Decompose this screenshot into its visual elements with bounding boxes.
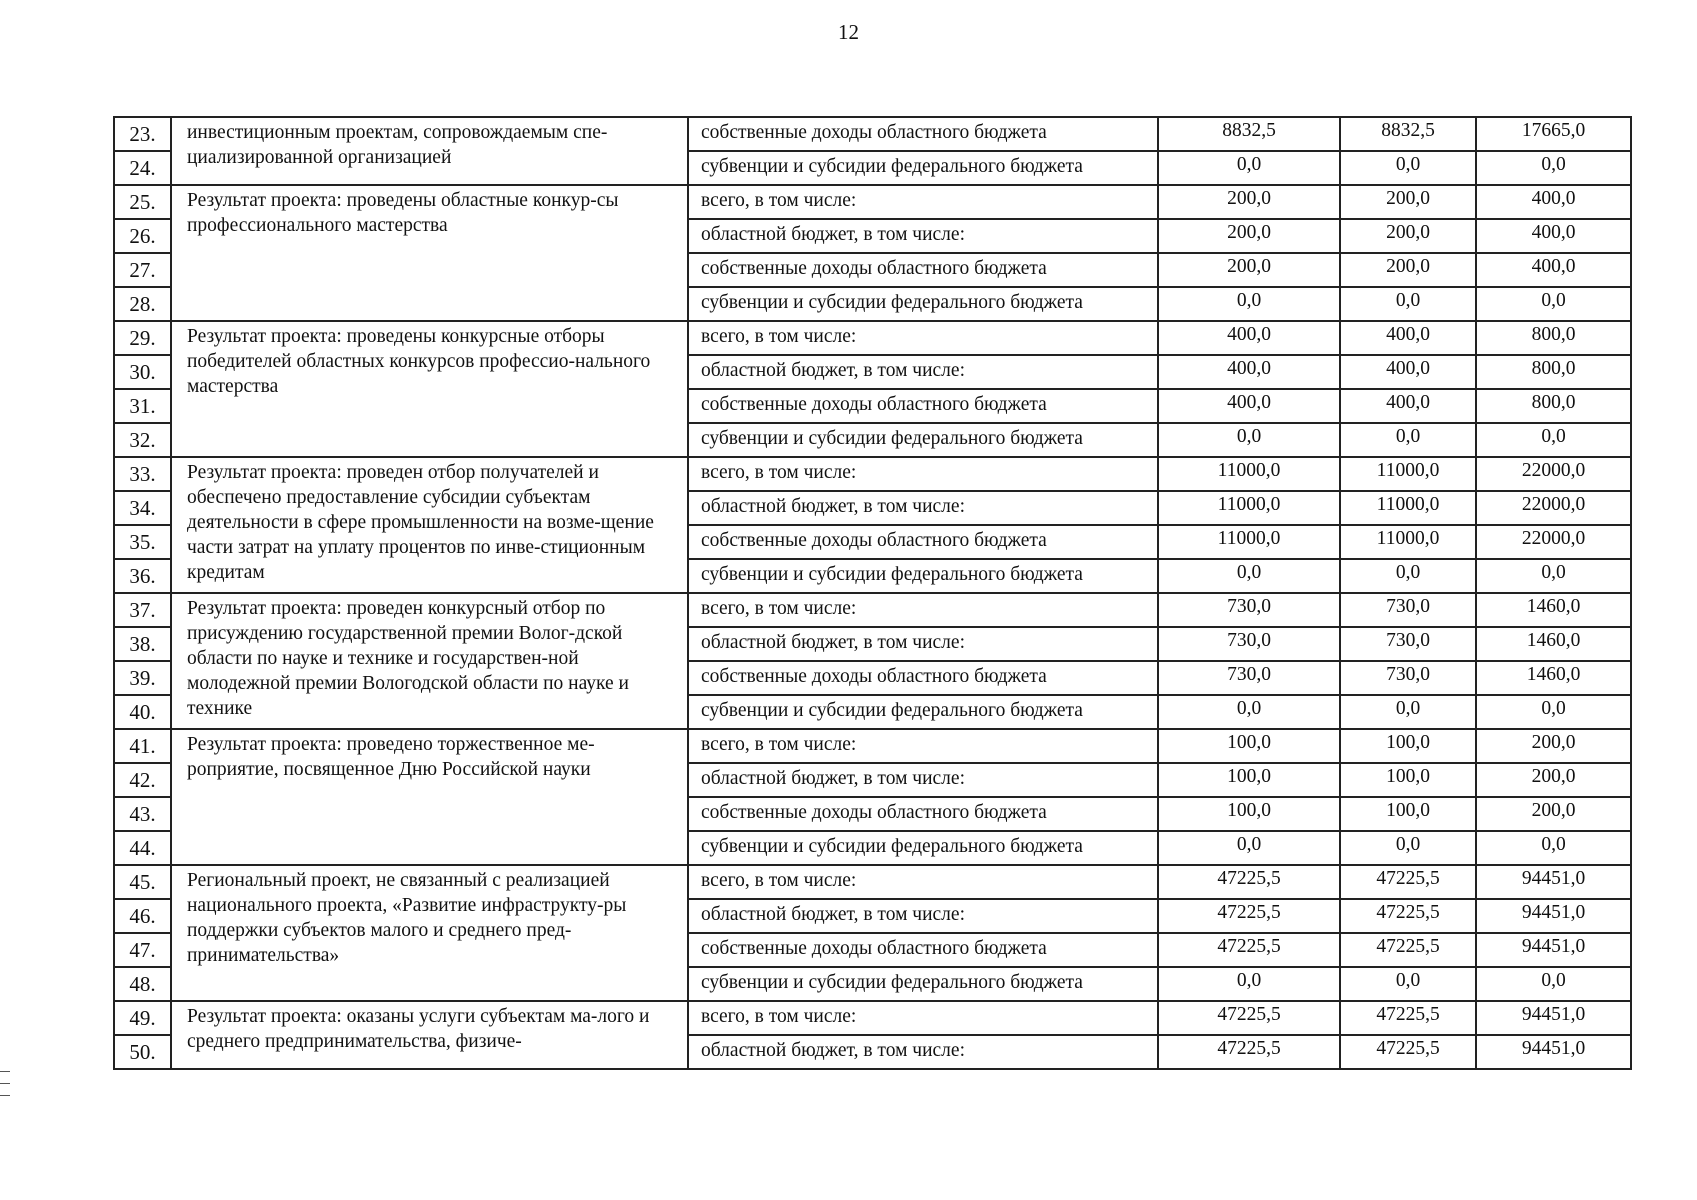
funding-source: субвенции и субсидии федерального бюджета (688, 151, 1158, 185)
value-year-2: 200,0 (1340, 219, 1476, 253)
value-year-1: 100,0 (1158, 763, 1340, 797)
row-number: 45. (114, 865, 171, 899)
value-year-1: 47225,5 (1158, 899, 1340, 933)
funding-source: областной бюджет, в том числе: (688, 627, 1158, 661)
funding-source: всего, в том числе: (688, 1001, 1158, 1035)
project-description: Региональный проект, не связанный с реализацией национального проекта, «Развитие инфраструкту-ры поддержки субъектов малого и среднего пред-принимательства» (171, 865, 688, 1001)
project-description: Результат проекта: проведен отбор получателей и обеспечено предоставление субсидии субъектам деятельности в сфере промышленности на возме-щение части затрат на уплату процентов по инве-стиционным кредитам (171, 457, 688, 593)
value-year-2: 0,0 (1340, 151, 1476, 185)
row-number: 50. (114, 1035, 171, 1069)
value-year-1: 0,0 (1158, 559, 1340, 593)
funding-source: собственные доходы областного бюджета (688, 117, 1158, 151)
value-year-1: 0,0 (1158, 423, 1340, 457)
value-total: 200,0 (1476, 729, 1631, 763)
row-number: 26. (114, 219, 171, 253)
funding-source: собственные доходы областного бюджета (688, 389, 1158, 423)
value-year-1: 730,0 (1158, 593, 1340, 627)
value-year-2: 730,0 (1340, 593, 1476, 627)
value-year-2: 730,0 (1340, 627, 1476, 661)
funding-source: всего, в том числе: (688, 457, 1158, 491)
value-total: 400,0 (1476, 185, 1631, 219)
value-year-1: 47225,5 (1158, 1001, 1340, 1035)
value-total: 400,0 (1476, 219, 1631, 253)
table-row (114, 457, 1631, 491)
row-number: 39. (114, 661, 171, 695)
funding-source: субвенции и субсидии федерального бюджета (688, 967, 1158, 1001)
funding-source: собственные доходы областного бюджета (688, 253, 1158, 287)
value-total: 800,0 (1476, 321, 1631, 355)
value-year-2: 47225,5 (1340, 1035, 1476, 1069)
value-total: 800,0 (1476, 389, 1631, 423)
value-total: 94451,0 (1476, 1001, 1631, 1035)
margin-mark (0, 1083, 10, 1084)
funding-source: собственные доходы областного бюджета (688, 797, 1158, 831)
value-year-2: 47225,5 (1340, 865, 1476, 899)
row-number: 30. (114, 355, 171, 389)
funding-source: всего, в том числе: (688, 321, 1158, 355)
table-row (114, 321, 1631, 355)
funding-source: всего, в том числе: (688, 593, 1158, 627)
funding-source: субвенции и субсидии федерального бюджета (688, 559, 1158, 593)
value-year-2: 100,0 (1340, 763, 1476, 797)
row-number: 43. (114, 797, 171, 831)
value-year-2: 730,0 (1340, 661, 1476, 695)
funding-source: всего, в том числе: (688, 865, 1158, 899)
table-row (114, 185, 1631, 219)
row-number: 31. (114, 389, 171, 423)
table-row (114, 593, 1631, 627)
value-year-2: 400,0 (1340, 321, 1476, 355)
value-year-1: 400,0 (1158, 355, 1340, 389)
funding-source: областной бюджет, в том числе: (688, 491, 1158, 525)
funding-source: областной бюджет, в том числе: (688, 1035, 1158, 1069)
value-year-1: 47225,5 (1158, 933, 1340, 967)
table-row (114, 865, 1631, 899)
value-year-2: 0,0 (1340, 831, 1476, 865)
value-year-1: 11000,0 (1158, 491, 1340, 525)
value-total: 1460,0 (1476, 627, 1631, 661)
row-number: 24. (114, 151, 171, 185)
value-total: 200,0 (1476, 763, 1631, 797)
table-row (114, 729, 1631, 763)
value-year-2: 47225,5 (1340, 1001, 1476, 1035)
value-total: 800,0 (1476, 355, 1631, 389)
value-year-1: 730,0 (1158, 661, 1340, 695)
row-number: 49. (114, 1001, 171, 1035)
value-year-2: 0,0 (1340, 559, 1476, 593)
value-total: 0,0 (1476, 967, 1631, 1001)
value-total: 22000,0 (1476, 491, 1631, 525)
value-year-1: 200,0 (1158, 219, 1340, 253)
row-number: 29. (114, 321, 171, 355)
value-year-1: 730,0 (1158, 627, 1340, 661)
value-year-1: 400,0 (1158, 321, 1340, 355)
value-year-2: 200,0 (1340, 253, 1476, 287)
value-year-1: 100,0 (1158, 797, 1340, 831)
value-year-2: 400,0 (1340, 355, 1476, 389)
value-year-1: 100,0 (1158, 729, 1340, 763)
value-year-1: 8832,5 (1158, 117, 1340, 151)
project-description: Результат проекта: оказаны услуги субъектам ма-лого и среднего предпринимательства, физиче- (171, 1001, 688, 1069)
value-total: 1460,0 (1476, 661, 1631, 695)
value-total: 94451,0 (1476, 933, 1631, 967)
value-year-2: 11000,0 (1340, 525, 1476, 559)
row-number: 38. (114, 627, 171, 661)
row-number: 35. (114, 525, 171, 559)
project-description: Результат проекта: проведен конкурсный отбор по присуждению государственной премии Волог-дской области по науке и технике и государствен-ной молодежной премии Вологодской области по науке и технике (171, 593, 688, 729)
row-number: 23. (114, 117, 171, 151)
row-number: 46. (114, 899, 171, 933)
project-description: Результат проекта: проведены конкурсные отборы победителей областных конкурсов профессио-нального мастерства (171, 321, 688, 457)
value-total: 1460,0 (1476, 593, 1631, 627)
value-total: 0,0 (1476, 423, 1631, 457)
value-year-2: 0,0 (1340, 967, 1476, 1001)
budget-table (113, 116, 1632, 1070)
margin-mark (0, 1071, 10, 1072)
value-total: 17665,0 (1476, 117, 1631, 151)
value-year-2: 0,0 (1340, 287, 1476, 321)
value-total: 0,0 (1476, 151, 1631, 185)
row-number: 28. (114, 287, 171, 321)
funding-source: собственные доходы областного бюджета (688, 661, 1158, 695)
row-number: 33. (114, 457, 171, 491)
row-number: 41. (114, 729, 171, 763)
funding-source: всего, в том числе: (688, 185, 1158, 219)
value-year-1: 11000,0 (1158, 457, 1340, 491)
table-row (114, 117, 1631, 151)
funding-source: всего, в том числе: (688, 729, 1158, 763)
project-description: Результат проекта: проведено торжественное ме-роприятие, посвященное Дню Российской науки (171, 729, 688, 865)
value-year-1: 400,0 (1158, 389, 1340, 423)
row-number: 32. (114, 423, 171, 457)
value-total: 94451,0 (1476, 1035, 1631, 1069)
project-description: Результат проекта: проведены областные конкур-сы профессионального мастерства (171, 185, 688, 321)
table-row (114, 1001, 1631, 1035)
funding-source: областной бюджет, в том числе: (688, 763, 1158, 797)
value-year-1: 200,0 (1158, 253, 1340, 287)
row-number: 36. (114, 559, 171, 593)
value-year-2: 47225,5 (1340, 933, 1476, 967)
value-year-1: 0,0 (1158, 151, 1340, 185)
value-total: 94451,0 (1476, 899, 1631, 933)
value-year-1: 200,0 (1158, 185, 1340, 219)
value-year-2: 100,0 (1340, 729, 1476, 763)
value-year-2: 11000,0 (1340, 491, 1476, 525)
value-total: 0,0 (1476, 695, 1631, 729)
row-number: 27. (114, 253, 171, 287)
row-number: 34. (114, 491, 171, 525)
value-year-1: 0,0 (1158, 831, 1340, 865)
row-number: 40. (114, 695, 171, 729)
funding-source: областной бюджет, в том числе: (688, 219, 1158, 253)
value-year-2: 8832,5 (1340, 117, 1476, 151)
value-year-1: 0,0 (1158, 967, 1340, 1001)
value-total: 0,0 (1476, 559, 1631, 593)
funding-source: субвенции и субсидии федерального бюджета (688, 695, 1158, 729)
value-year-2: 100,0 (1340, 797, 1476, 831)
funding-source: субвенции и субсидии федерального бюджета (688, 831, 1158, 865)
value-total: 22000,0 (1476, 525, 1631, 559)
value-total: 22000,0 (1476, 457, 1631, 491)
page-number: 12 (838, 20, 859, 44)
funding-source: собственные доходы областного бюджета (688, 525, 1158, 559)
value-year-2: 11000,0 (1340, 457, 1476, 491)
value-year-2: 200,0 (1340, 185, 1476, 219)
value-total: 0,0 (1476, 831, 1631, 865)
value-year-1: 47225,5 (1158, 865, 1340, 899)
row-number: 44. (114, 831, 171, 865)
value-year-2: 400,0 (1340, 389, 1476, 423)
row-number: 25. (114, 185, 171, 219)
margin-mark (0, 1095, 10, 1096)
value-total: 0,0 (1476, 287, 1631, 321)
value-year-1: 0,0 (1158, 695, 1340, 729)
funding-source: областной бюджет, в том числе: (688, 899, 1158, 933)
value-year-1: 0,0 (1158, 287, 1340, 321)
row-number: 47. (114, 933, 171, 967)
value-year-2: 47225,5 (1340, 899, 1476, 933)
value-total: 400,0 (1476, 253, 1631, 287)
project-description: инвестиционным проектам, сопровождаемым спе-циализированной организацией (171, 117, 688, 185)
value-total: 94451,0 (1476, 865, 1631, 899)
row-number: 42. (114, 763, 171, 797)
value-year-2: 0,0 (1340, 695, 1476, 729)
value-total: 200,0 (1476, 797, 1631, 831)
row-number: 48. (114, 967, 171, 1001)
row-number: 37. (114, 593, 171, 627)
value-year-1: 11000,0 (1158, 525, 1340, 559)
funding-source: субвенции и субсидии федерального бюджета (688, 423, 1158, 457)
value-year-2: 0,0 (1340, 423, 1476, 457)
funding-source: собственные доходы областного бюджета (688, 933, 1158, 967)
value-year-1: 47225,5 (1158, 1035, 1340, 1069)
funding-source: областной бюджет, в том числе: (688, 355, 1158, 389)
funding-source: субвенции и субсидии федерального бюджета (688, 287, 1158, 321)
